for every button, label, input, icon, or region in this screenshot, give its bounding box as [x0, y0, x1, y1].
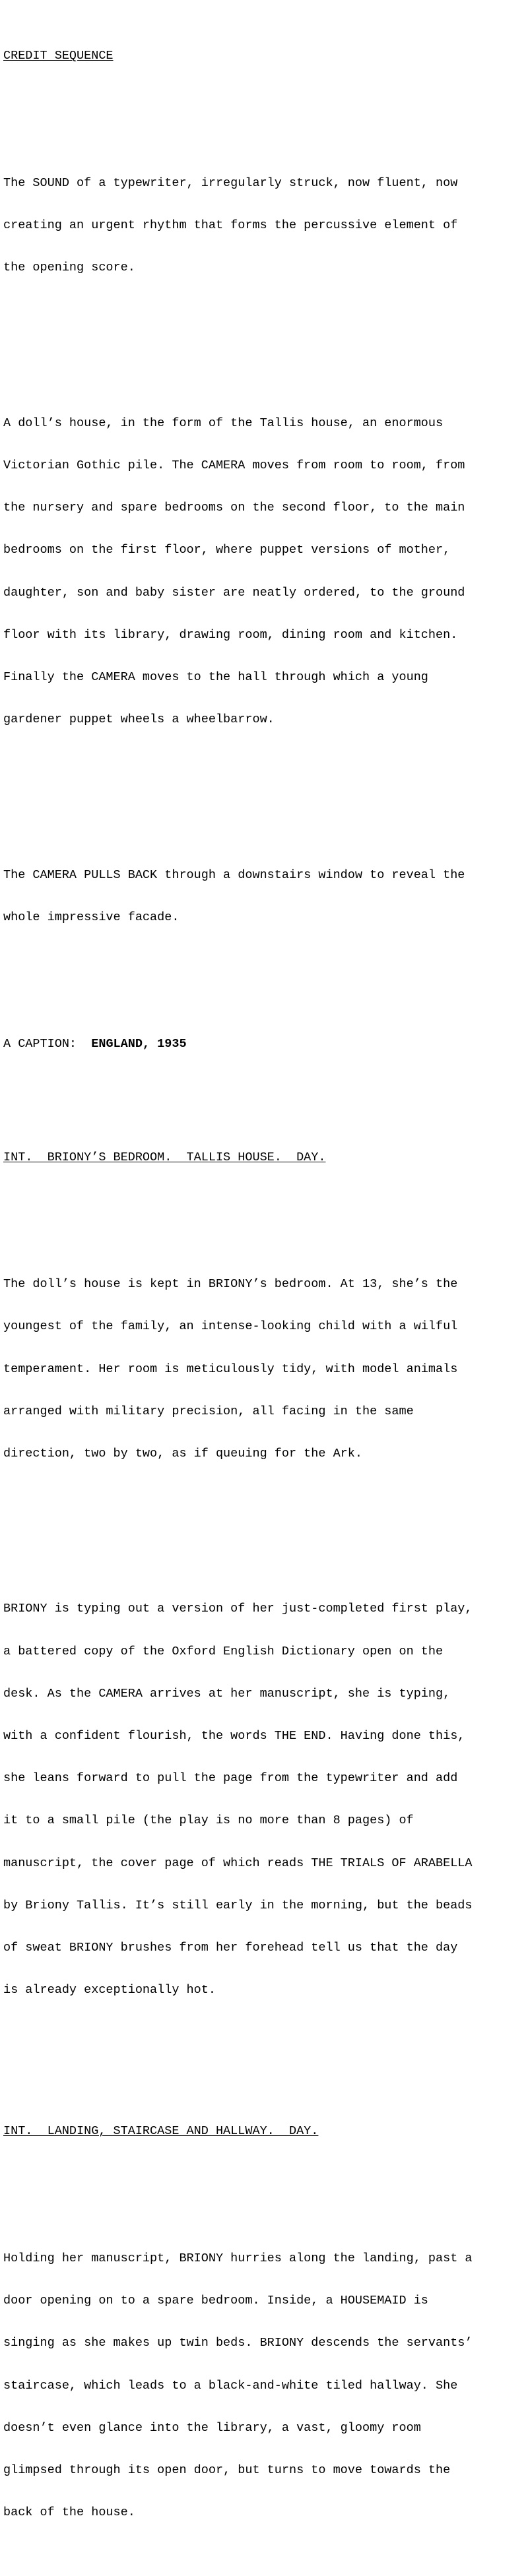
text-line: staircase, which leads to a black-and-white tiled hallway. She [3, 2378, 458, 2393]
text-line: A doll’s house, in the form of the Tallis house, an enormous [3, 416, 444, 430]
caption-prefix: A CAPTION: [3, 1037, 92, 1052]
spacer [3, 331, 528, 345]
text-line: temperament. Her room is meticulously tidy, with model animals [3, 1362, 458, 1376]
scene-heading-brionys-bedroom: INT. BRIONY’S BEDROOM. TALLIS HOUSE. DAY. [3, 1150, 326, 1164]
spacer [3, 1193, 528, 1207]
text-line: of sweat BRIONY brushes from her forehead tell us that the day [3, 1941, 458, 1955]
text-line: manuscript, the cover page of which reads THE TRIALS OF ARABELLA [3, 1856, 473, 1870]
caption-line [3, 1037, 528, 1051]
text-line: desk. As the CAMERA arrives at her manuscript, she is typing, [3, 1686, 451, 1701]
text-line: the nursery and spare bedrooms on the second floor, to the main [3, 501, 465, 515]
paragraph-briony-hurries [3, 2223, 528, 2548]
spacer [3, 2167, 528, 2181]
spacer [3, 1080, 528, 1108]
text-line: glimpsed through its open door, but turns to move towards the [3, 2463, 451, 2477]
text-line: arranged with military precision, all facing in the same [3, 1404, 414, 1418]
screenplay-page [3, 7, 528, 2576]
text-line: BRIONY is typing out a version of her just-completed first play, [3, 1602, 473, 1616]
spacer [3, 981, 528, 995]
text-line: direction, two by two, as if queuing for the Ark. [3, 1447, 362, 1461]
text-line: daughter, son and baby sister are neatly ordered, to the ground [3, 585, 465, 600]
text-line: it to a small pile (the play is no more than 8 pages) of [3, 1813, 414, 1828]
text-line: The doll’s house is kept in BRIONY’s bedroom. At 13, she’s the [3, 1277, 458, 1292]
text-line: the opening score. [3, 261, 135, 275]
text-line: creating an urgent rhythm that forms the percussive element of [3, 218, 458, 233]
text-line: singing as she makes up twin beds. BRIONY descends the servants’ [3, 2336, 473, 2350]
text-line: The CAMERA PULLS BACK through a downstairs window to reveal the [3, 867, 465, 882]
text-line: whole impressive facade. [3, 910, 180, 924]
spacer [3, 783, 528, 797]
section-heading-credit-sequence: CREDIT SEQUENCE [3, 49, 114, 63]
paragraph-camera-pulls-back [3, 840, 528, 953]
text-line: a battered copy of the Oxford English Dictionary open on the [3, 1644, 444, 1658]
text-line: The SOUND of a typewriter, irregularly struck, now fluent, now [3, 175, 458, 190]
text-line: back of the house. [3, 2505, 135, 2520]
text-line: by Briony Tallis. It’s still early in the morning, but the beads [3, 1898, 473, 1912]
text-line: Finally the CAMERA moves to the hall through which a young [3, 670, 428, 684]
text-line: doesn’t even glance into the library, a vast, gloomy room [3, 2420, 421, 2435]
scene-heading-landing-staircase-hallway: INT. LANDING, STAIRCASE AND HALLWAY. DAY. [3, 2124, 319, 2139]
text-line: youngest of the family, an intense-looking child with a wilful [3, 1319, 458, 1334]
text-line: floor with its library, drawing room, dining room and kitchen. [3, 627, 458, 642]
text-line: with a confident flourish, the words THE END. Having done this, [3, 1729, 465, 1744]
paragraph-dolls-house [3, 388, 528, 755]
spacer [3, 2054, 528, 2082]
text-line: bedrooms on the first floor, where puppet versions of mother, [3, 543, 451, 557]
paragraph-dolls-house-bedroom [3, 1249, 528, 1489]
caption-text: ENGLAND, 1935 [91, 1037, 187, 1052]
paragraph-typewriter-sound [3, 148, 528, 303]
spacer [3, 91, 528, 105]
text-line: Victorian Gothic pile. The CAMERA moves from room to room, from [3, 458, 465, 472]
text-line: is already exceptionally hot. [3, 1983, 216, 1997]
spacer [3, 1517, 528, 1531]
paragraph-briony-typing [3, 1574, 528, 2026]
text-line: gardener puppet wheels a wheelbarrow. [3, 712, 275, 727]
text-line: Holding her manuscript, BRIONY hurries along the landing, past a [3, 2251, 473, 2265]
text-line: door opening on to a spare bedroom. Inside, a HOUSEMAID is [3, 2294, 428, 2308]
text-line: she leans forward to pull the page from the typewriter and add [3, 1771, 458, 1786]
